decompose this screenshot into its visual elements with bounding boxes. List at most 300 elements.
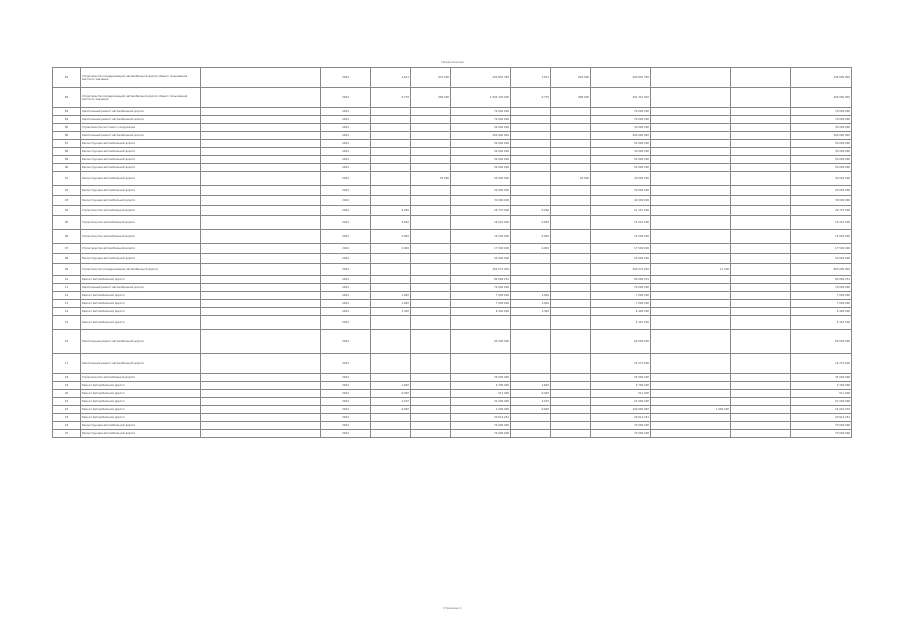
cell-name: Реконструкция автомобильной дороги — [81, 156, 201, 164]
cell-g — [651, 292, 731, 300]
cell-name: Строительство автомобильной дороги — [81, 374, 201, 382]
cell-b — [411, 164, 451, 172]
cell-e: 986 000 — [551, 88, 591, 108]
cell-f: 70 000 000 — [591, 430, 651, 438]
cell-year: 2024 — [321, 414, 371, 422]
cell-total: 7 000 000 — [791, 292, 852, 300]
cell-year: 2024 — [321, 300, 371, 308]
cell-d — [511, 186, 551, 196]
cell-total: 21 000 000 — [791, 398, 852, 406]
cell-e — [551, 398, 591, 406]
cell-note: - — [201, 406, 321, 414]
cell-no: 12 — [53, 292, 81, 300]
cell-empty — [731, 230, 791, 244]
cell-note: - — [201, 382, 321, 390]
cell-empty — [731, 186, 791, 196]
cell-f: 17 500 000 — [591, 244, 651, 254]
cell-year: 2024 — [321, 244, 371, 254]
table-row — [53, 406, 852, 414]
cell-name: Строительство (модернизация) автомобильной дороги общего пользования местного значения — [81, 88, 201, 108]
cell-d: 1,611 — [511, 68, 551, 88]
cell-g: 11 400 — [651, 264, 731, 276]
cell-empty — [731, 140, 791, 148]
cell-no: 16 — [53, 330, 81, 354]
cell-year: 2024 — [321, 156, 371, 164]
cell-no: 90 — [53, 164, 81, 172]
cell-d: 1,600 — [511, 382, 551, 390]
cell-f: 50 000 000 — [591, 164, 651, 172]
cell-c: 70 000 000 — [451, 284, 511, 292]
cell-f: 70 000 000 — [591, 284, 651, 292]
cell-b — [411, 354, 451, 374]
cell-g — [651, 284, 731, 292]
cell-total: 60 000 000 — [791, 330, 852, 354]
cell-g — [651, 382, 731, 390]
cell-g — [651, 374, 731, 382]
cell-note: - — [201, 140, 321, 148]
cell-name: Капитальный ремонт автомобильной дороги — [81, 354, 201, 374]
cell-f: 6 161 500 — [591, 316, 651, 330]
cell-c: 30 000 000 — [451, 196, 511, 206]
cell-g — [651, 124, 731, 132]
cell-year: 2024 — [321, 422, 371, 430]
cell-empty — [731, 216, 791, 230]
cell-empty — [731, 414, 791, 422]
cell-total: 30 000 000 — [791, 124, 852, 132]
cell-a: 0,776 — [371, 88, 411, 108]
cell-name: Реконструкция автомобильной дороги — [81, 186, 201, 196]
cell-a — [371, 148, 411, 156]
cell-empty — [731, 88, 791, 108]
cell-b — [411, 132, 451, 140]
cell-no: 14 — [53, 308, 81, 316]
cell-c: 60 000 000 — [451, 330, 511, 354]
cell-b — [411, 108, 451, 116]
table-row — [53, 88, 852, 108]
cell-d — [511, 430, 551, 438]
cell-note: - — [201, 108, 321, 116]
cell-empty — [731, 422, 791, 430]
cell-name: Капитальный ремонт автомобильной дороги — [81, 116, 201, 124]
cell-e — [551, 164, 591, 172]
cell-year: 2024 — [321, 172, 371, 186]
cell-a — [371, 414, 411, 422]
cell-d — [511, 264, 551, 276]
cell-g — [651, 354, 731, 374]
cell-empty — [731, 354, 791, 374]
table-row — [53, 196, 852, 206]
cell-e — [551, 216, 591, 230]
cell-total: 14 000 000 — [791, 230, 852, 244]
cell-d: 0,900 — [511, 230, 551, 244]
cell-c: 30 000 000 — [451, 172, 511, 186]
cell-no: 18 — [53, 374, 81, 382]
cell-f: 50 000 000 — [591, 156, 651, 164]
cell-c: 1 000 140 000 — [451, 88, 511, 108]
cell-b — [411, 406, 451, 414]
cell-name: Реконструкция автомобильной дороги — [81, 172, 201, 186]
cell-empty — [731, 330, 791, 354]
cell-c — [451, 316, 511, 330]
cell-a — [371, 196, 411, 206]
cell-c: 20 000 000 — [451, 186, 511, 196]
cell-b — [411, 284, 451, 292]
cell-g — [651, 254, 731, 264]
cell-name: Ремонт автомобильной дороги — [81, 308, 201, 316]
cell-empty — [731, 276, 791, 284]
cell-f: 7 000 000 — [591, 300, 651, 308]
table-row — [53, 148, 852, 156]
cell-note: - — [201, 276, 321, 284]
cell-e — [551, 230, 591, 244]
cell-c: 80 084 251 — [451, 276, 511, 284]
cell-a — [371, 276, 411, 284]
cell-name: Реконструкция автомобильной дороги — [81, 422, 201, 430]
cell-a — [371, 430, 411, 438]
cell-note — [201, 316, 321, 330]
cell-name: Ремонт автомобильной дороги — [81, 414, 201, 422]
cell-d — [511, 330, 551, 354]
cell-no: 96 — [53, 230, 81, 244]
cell-e — [551, 244, 591, 254]
cell-no: 20 — [53, 390, 81, 398]
cell-f: 20 614 251 — [591, 414, 651, 422]
cell-b — [411, 124, 451, 132]
cell-year: 2024 — [321, 88, 371, 108]
cell-e — [551, 308, 591, 316]
cell-total: 70 000 000 — [791, 430, 852, 438]
cell-f: 21 151 000 — [591, 206, 651, 216]
cell-no: 10 — [53, 276, 81, 284]
cell-f: 200 000 000 — [591, 132, 651, 140]
cell-a — [371, 164, 411, 172]
cell-a — [371, 132, 411, 140]
cell-g — [651, 140, 731, 148]
cell-a: 0,830 — [371, 216, 411, 230]
cell-total: 14 272 600 — [791, 354, 852, 374]
cell-f: 21 000 000 — [591, 398, 651, 406]
cell-d — [511, 284, 551, 292]
cell-a — [371, 422, 411, 430]
cell-f: 200 852 780 — [591, 68, 651, 88]
cell-note: - — [201, 264, 321, 276]
cell-empty — [731, 68, 791, 88]
cell-note: - — [201, 116, 321, 124]
cell-e — [551, 422, 591, 430]
cell-no: 99 — [53, 264, 81, 276]
cell-c: 200 000 000 — [451, 132, 511, 140]
cell-a — [371, 254, 411, 264]
cell-c: 35 000 000 — [451, 374, 511, 382]
table-row — [53, 68, 852, 88]
cell-c: 21 000 000 — [451, 398, 511, 406]
cell-c: 50 000 000 — [451, 254, 511, 264]
table-row — [53, 254, 852, 264]
cell-a — [371, 330, 411, 354]
cell-year: 2024 — [321, 292, 371, 300]
cell-g — [651, 156, 731, 164]
cell-no: 22 — [53, 406, 81, 414]
cell-g — [651, 398, 731, 406]
cell-f: 6 400 000 — [591, 308, 651, 316]
cell-f: 300 073 200 — [591, 264, 651, 276]
cell-d: 0,260 — [511, 206, 551, 216]
cell-e — [551, 196, 591, 206]
cell-a — [371, 140, 411, 148]
cell-no: 93 — [53, 196, 81, 206]
table-row — [53, 354, 852, 374]
cell-empty — [731, 206, 791, 216]
cell-c: 70 000 000 — [451, 422, 511, 430]
cell-a: 0,000 — [371, 406, 411, 414]
cell-d: 0,300 — [511, 390, 551, 398]
cell-empty — [731, 374, 791, 382]
cell-g — [651, 88, 731, 108]
table-row — [53, 156, 852, 164]
cell-year: 2024 — [321, 308, 371, 316]
cell-note: - — [201, 292, 321, 300]
cell-b — [411, 292, 451, 300]
cell-e — [551, 116, 591, 124]
cell-year: 2024 — [321, 284, 371, 292]
cell-a — [371, 354, 411, 374]
cell-d: 1,300 — [511, 308, 551, 316]
cell-g — [651, 68, 731, 88]
cell-d — [511, 414, 551, 422]
cell-g — [651, 196, 731, 206]
cell-a — [371, 108, 411, 116]
cell-note: - — [201, 422, 321, 430]
cell-note: - — [201, 164, 321, 172]
cell-f: 30 000 000 — [591, 124, 651, 132]
cell-b — [411, 186, 451, 196]
cell-total: 16 210 000 — [791, 216, 852, 230]
cell-no: 83 — [53, 108, 81, 116]
cell-b — [411, 230, 451, 244]
cell-c: 29 770 000 — [451, 206, 511, 216]
cell-total: 50 000 000 — [791, 254, 852, 264]
cell-b: 966 000 — [411, 88, 451, 108]
cell-a: 1,611 — [371, 68, 411, 88]
cell-c: 7 000 000 — [451, 300, 511, 308]
cell-e — [551, 406, 591, 414]
cell-total: 70 000 000 — [791, 422, 852, 430]
cell-g — [651, 330, 731, 354]
cell-e — [551, 374, 591, 382]
cell-note — [201, 88, 321, 108]
cell-c: 70 000 000 — [451, 116, 511, 124]
cell-d — [511, 116, 551, 124]
table-row — [53, 132, 852, 140]
cell-d — [511, 140, 551, 148]
cell-c: 20 614 251 — [451, 414, 511, 422]
cell-e — [551, 156, 591, 164]
cell-a: 0,900 — [371, 230, 411, 244]
cell-empty — [731, 254, 791, 264]
cell-g — [651, 164, 731, 172]
cell-g — [651, 300, 731, 308]
cell-c: 1 000 000 — [451, 406, 511, 414]
cell-note: - — [201, 196, 321, 206]
cell-note — [201, 68, 321, 88]
table-row — [53, 390, 852, 398]
cell-b — [411, 254, 451, 264]
cell-d — [511, 374, 551, 382]
cell-no: 92 — [53, 186, 81, 196]
cell-c: 511 000 — [451, 390, 511, 398]
cell-note: - — [201, 244, 321, 254]
cell-f: 20 000 000 — [591, 186, 651, 196]
table-row — [53, 430, 852, 438]
cell-g — [651, 172, 731, 186]
cell-no: 21 — [53, 398, 81, 406]
cell-empty — [731, 108, 791, 116]
cell-total: 70 000 000 — [791, 108, 852, 116]
cell-f: 14 272 600 — [591, 354, 651, 374]
cell-d: 0,000 — [511, 406, 551, 414]
cell-year: 2024 — [321, 390, 371, 398]
cell-e: 40 000 — [551, 172, 591, 186]
table-row — [53, 216, 852, 230]
cell-c: 17 500 000 — [451, 244, 511, 254]
cell-total: 30 000 000 — [791, 148, 852, 156]
cell-d — [511, 276, 551, 284]
cell-empty — [731, 406, 791, 414]
cell-total: 50 000 000 — [791, 164, 852, 172]
cell-g — [651, 108, 731, 116]
cell-total: 70 000 000 — [791, 284, 852, 292]
cell-no: 89 — [53, 156, 81, 164]
cell-b — [411, 206, 451, 216]
cell-c: 6 400 000 — [451, 308, 511, 316]
cell-d — [511, 156, 551, 164]
cell-d — [511, 254, 551, 264]
cell-b — [411, 264, 451, 276]
cell-no: 94 — [53, 206, 81, 216]
cell-no: 25 — [53, 430, 81, 438]
cell-year: 2024 — [321, 254, 371, 264]
cell-no: 88 — [53, 148, 81, 156]
cell-d — [511, 196, 551, 206]
cell-d — [511, 422, 551, 430]
cell-b — [411, 276, 451, 284]
cell-total: 30 000 000 — [791, 172, 852, 186]
cell-empty — [731, 398, 791, 406]
continuation-header: Продолжение — [441, 60, 464, 64]
table-row — [53, 244, 852, 254]
cell-d — [511, 316, 551, 330]
cell-note — [201, 330, 321, 354]
cell-b — [411, 300, 451, 308]
table-row — [53, 264, 852, 276]
cell-no: 86 — [53, 132, 81, 140]
cell-note: - — [201, 230, 321, 244]
table-row — [53, 116, 852, 124]
table-row — [53, 330, 852, 354]
cell-empty — [731, 382, 791, 390]
cell-empty — [731, 124, 791, 132]
cell-g — [651, 276, 731, 284]
cell-note: - — [201, 132, 321, 140]
cell-note: - — [201, 390, 321, 398]
cell-empty — [731, 308, 791, 316]
cell-name: Строительство (модернизация) автомобильной дороги общего пользования местного значения — [81, 68, 201, 88]
cell-c: 70 000 000 — [451, 430, 511, 438]
cell-no: 97 — [53, 244, 81, 254]
cell-g — [651, 132, 731, 140]
cell-empty — [731, 172, 791, 186]
cell-no: 81 — [53, 68, 81, 88]
cell-d: 0,830 — [511, 216, 551, 230]
cell-f: 70 000 000 — [591, 108, 651, 116]
cell-total: 400 000 000 — [791, 88, 852, 108]
cell-b — [411, 196, 451, 206]
cell-name: Ремонт автомобильной дороги — [81, 390, 201, 398]
cell-no: 95 — [53, 216, 81, 230]
table-row — [53, 284, 852, 292]
cell-b — [411, 330, 451, 354]
cell-year: 2024 — [321, 164, 371, 172]
cell-note: - — [201, 354, 321, 374]
cell-g — [651, 148, 731, 156]
cell-empty — [731, 316, 791, 330]
cell-e — [551, 140, 591, 148]
cell-a — [371, 316, 411, 330]
cell-f: 50 000 000 — [591, 254, 651, 264]
table-row — [53, 206, 852, 216]
cell-c: 30 000 000 — [451, 148, 511, 156]
cell-c: 50 000 000 — [451, 140, 511, 148]
cell-no: 11 — [53, 284, 81, 292]
cell-d: 0,776 — [511, 88, 551, 108]
cell-year: 2024 — [321, 216, 371, 230]
cell-g — [651, 206, 731, 216]
cell-no: 82 — [53, 88, 81, 108]
cell-d — [511, 148, 551, 156]
cell-total: 9 700 000 — [791, 382, 852, 390]
cell-c — [451, 354, 511, 374]
cell-name: Капитальный ремонт автомобильной дороги — [81, 108, 201, 116]
cell-name: Капитальный ремонт автомобильной дороги — [81, 330, 201, 354]
cell-f: 201 314 920 — [591, 88, 651, 108]
cell-name: Капитальный ремонт автомобильной дороги — [81, 284, 201, 292]
cell-g — [651, 390, 731, 398]
cell-c: 50 000 000 — [451, 156, 511, 164]
cell-note: - — [201, 430, 321, 438]
cell-c: 9 700 000 — [451, 382, 511, 390]
cell-f: 70 000 000 — [591, 422, 651, 430]
cell-e — [551, 108, 591, 116]
cell-g — [651, 186, 731, 196]
cell-f: 30 000 000 — [591, 148, 651, 156]
cell-a — [371, 156, 411, 164]
cell-no: 17 — [53, 354, 81, 374]
cell-b — [411, 216, 451, 230]
cell-name: Строительство автомобильной дороги — [81, 244, 201, 254]
cell-name: Ремонт автомобильной дороги — [81, 276, 201, 284]
cell-d: 1,000 — [511, 292, 551, 300]
cell-note: - — [201, 300, 321, 308]
cell-e: 829 000 — [551, 68, 591, 88]
cell-total: 24 022 070 — [791, 406, 852, 414]
cell-b — [411, 148, 451, 156]
cell-year: 2024 — [321, 132, 371, 140]
table-row — [53, 308, 852, 316]
cell-a: 1,300 — [371, 308, 411, 316]
cell-e — [551, 148, 591, 156]
cell-a: 2,070 — [371, 398, 411, 406]
page-number: Страница 1 — [443, 606, 462, 610]
